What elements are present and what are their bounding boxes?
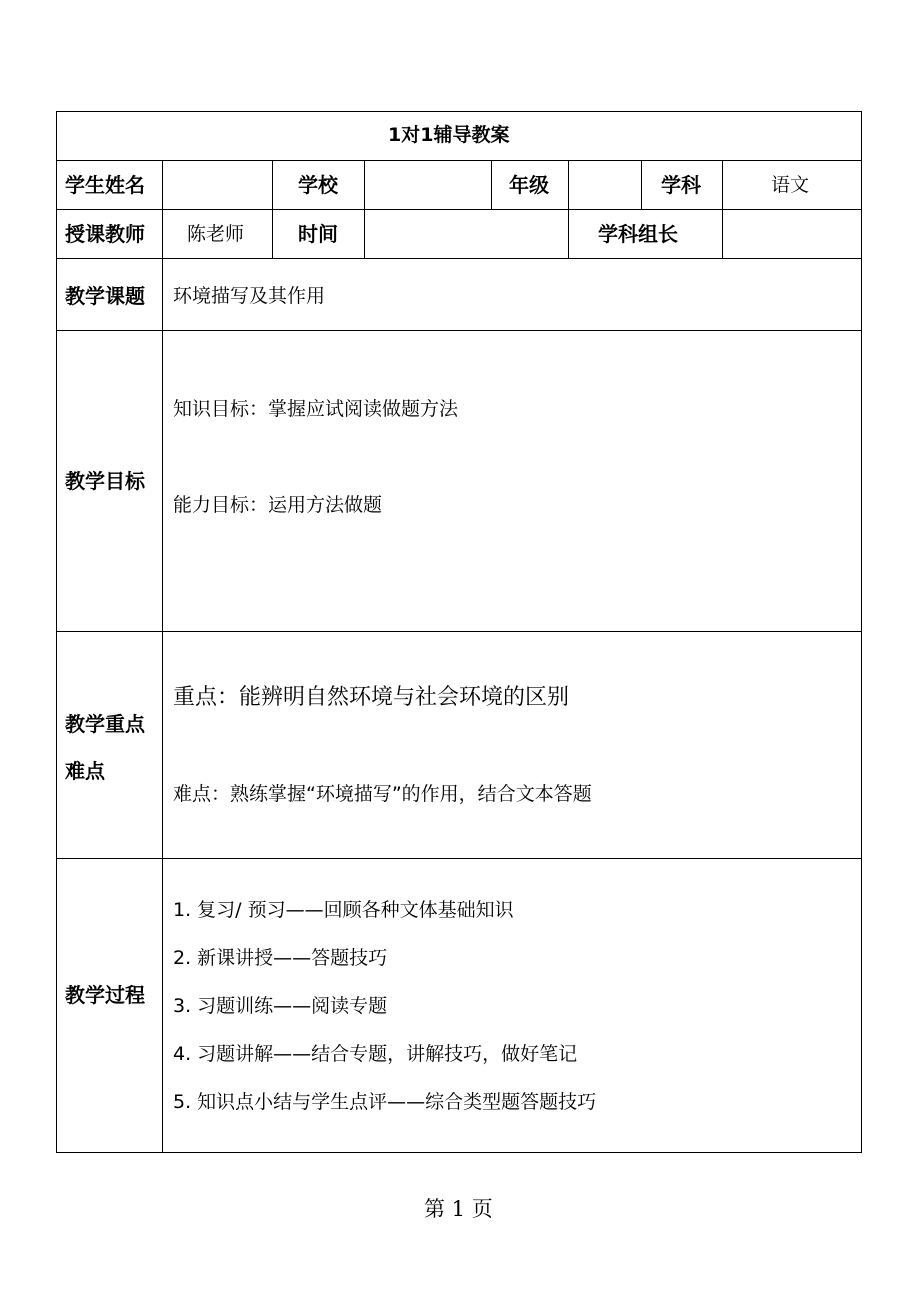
objectives-label: 教学目标 [65,469,145,493]
row-divider [56,258,862,259]
key-point-text: 重点：能辨明自然环境与社会环境的区别 [173,685,570,710]
table-border-top [56,111,862,112]
subject-label: 学科 [661,173,701,197]
table-border-right [861,111,862,1153]
objective-item: 知识目标：掌握应试阅读做题方法 [173,398,459,420]
topic-value: 环境描写及其作用 [173,285,326,307]
label-column-divider [162,258,163,1153]
time-label: 时间 [298,222,338,246]
row-divider [56,330,862,331]
column-divider [272,209,273,258]
process-step: 1. 复习/ 预习——回顾各种文体基础知识 [173,899,514,921]
process-step: 5. 知识点小结与学生点评——综合类型题答题技巧 [173,1091,597,1113]
process-label: 教学过程 [65,983,145,1007]
page-number: 第 1 页 [424,1197,493,1221]
objective-item: 能力目标：运用方法做题 [173,494,383,516]
column-divider [568,160,569,209]
subject-leader-label: 学科组长 [598,222,678,246]
difficulty-label: 难点 [65,759,105,783]
teacher-value: 陈老师 [187,223,245,245]
topic-label: 教学课题 [65,284,145,308]
teacher-label: 授课教师 [65,222,145,246]
column-divider [568,209,569,258]
column-divider [162,209,163,258]
row-divider [56,631,862,632]
student-name-label: 学生姓名 [65,173,145,197]
subject-value: 语文 [771,174,810,196]
process-step: 2. 新课讲授——答题技巧 [173,947,388,969]
column-divider [722,160,723,209]
key-points-label: 教学重点 [65,712,145,736]
column-divider [364,160,365,209]
column-divider [162,160,163,209]
column-divider [364,209,365,258]
school-label: 学校 [298,173,338,197]
column-divider [722,209,723,258]
document-title: 1对1辅导教案 [388,124,510,146]
column-divider [272,160,273,209]
column-divider [641,160,642,209]
column-divider [491,160,492,209]
table-border-left [56,111,57,1153]
grade-label: 年级 [509,173,549,197]
row-divider [56,160,862,161]
process-step: 3. 习题训练——阅读专题 [173,995,388,1017]
difficulty-text: 难点：熟练掌握“环境描写”的作用，结合文本答题 [173,783,592,805]
process-step: 4. 习题讲解——结合专题，讲解技巧，做好笔记 [173,1043,578,1065]
row-divider [56,858,862,859]
table-border-bottom [56,1152,862,1153]
row-divider [56,209,862,210]
